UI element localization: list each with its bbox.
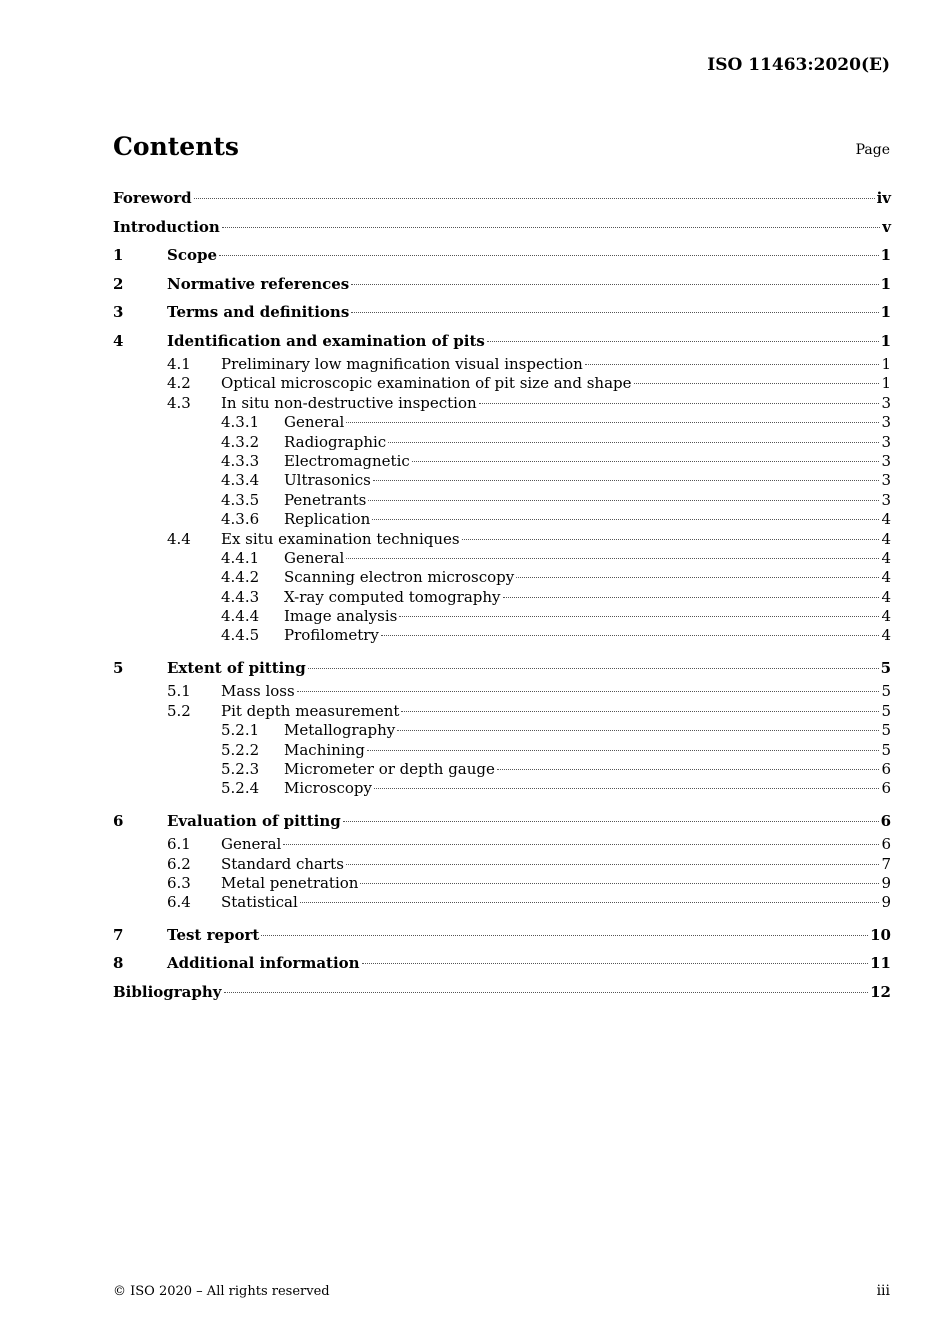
toc-entry-title: Scope — [167, 246, 218, 264]
dot-leader — [585, 364, 880, 365]
toc-entry-title: Ultrasonics — [284, 471, 371, 490]
copyright-notice: © ISO 2020 – All rights reserved — [113, 1284, 330, 1299]
toc-entry[interactable] — [113, 433, 891, 452]
dot-leader — [462, 539, 880, 540]
toc-entry-title: Mass loss — [221, 682, 295, 701]
dot-leader — [479, 403, 880, 404]
toc-entry-title: Image analysis — [284, 607, 398, 626]
toc-entry[interactable] — [113, 213, 891, 242]
toc-entry-title: Ex situ examination techniques — [221, 529, 460, 548]
toc-entry-page: 1 — [880, 303, 891, 321]
toc-entry-page: 12 — [870, 982, 891, 1001]
toc-entry[interactable] — [113, 549, 891, 568]
toc-entry-number: 5 — [113, 658, 124, 677]
toc-entry-page: 6 — [881, 759, 891, 778]
toc-entry-title: Identification and examination of pits — [167, 331, 485, 350]
toc-entry-title: Preliminary low magnification visual inspection — [221, 355, 583, 373]
toc-entry[interactable] — [113, 568, 891, 587]
dot-leader — [346, 422, 879, 423]
toc-entry-title: Terms and definitions — [167, 303, 350, 321]
toc-entry-title: Radiographic — [284, 432, 387, 451]
toc-entry-title: In situ non-destructive inspection — [221, 393, 477, 412]
dot-leader — [297, 691, 880, 692]
toc-entry[interactable] — [113, 588, 891, 607]
toc-entry[interactable] — [113, 779, 891, 798]
toc-entry-title: General — [221, 835, 282, 854]
toc-entry-title: Introduction — [113, 217, 220, 236]
toc-entry-page: 5 — [881, 740, 891, 759]
toc-entry-title: General — [284, 548, 345, 567]
toc-entry-page: 4 — [881, 626, 891, 645]
toc-entry-page: 11 — [870, 954, 891, 973]
dot-leader — [412, 461, 880, 462]
toc-entry[interactable] — [113, 654, 891, 683]
toc-entry-title: Metal penetration — [221, 873, 359, 892]
dot-leader — [381, 635, 880, 636]
table-of-contents — [113, 184, 891, 1006]
toc-entry-number: 5.2.1 — [221, 721, 260, 740]
dot-leader — [397, 730, 879, 731]
dot-leader — [194, 198, 875, 199]
toc-entry[interactable] — [113, 452, 891, 471]
toc-entry-page: iv — [876, 189, 891, 207]
toc-entry[interactable] — [113, 893, 891, 912]
toc-entry-page: 4 — [881, 529, 891, 548]
toc-entry-page: 3 — [881, 432, 891, 451]
dot-leader — [300, 902, 880, 903]
toc-entry-number: 5.1 — [167, 682, 191, 701]
dot-leader — [503, 597, 880, 598]
dot-leader — [388, 442, 879, 443]
toc-entry[interactable] — [113, 270, 891, 299]
dot-leader — [367, 750, 880, 751]
toc-entry-title: Profilometry — [284, 626, 379, 645]
toc-entry-title: Scanning electron microscopy — [284, 568, 515, 587]
toc-entry-title: Electromagnetic — [284, 451, 410, 470]
toc-entry-page: 5 — [881, 682, 891, 701]
toc-entry[interactable] — [113, 807, 891, 836]
dot-leader — [351, 312, 878, 313]
dot-leader — [222, 227, 880, 228]
toc-entry-title: Optical microscopic examination of pit size and shape — [221, 374, 632, 393]
toc-entry-title: Statistical — [221, 893, 298, 912]
dot-leader — [487, 341, 879, 342]
toc-entry-number: 6.2 — [167, 854, 191, 873]
toc-entry-page: 4 — [881, 568, 891, 587]
toc-entry-page: v — [882, 217, 891, 236]
toc-entry-number: 5.2 — [167, 701, 191, 720]
toc-entry[interactable] — [113, 702, 891, 721]
dot-leader — [516, 577, 879, 578]
toc-entry-number: 1 — [113, 246, 124, 264]
toc-entry-number: 4 — [113, 331, 124, 350]
toc-entry-page: 6 — [880, 811, 891, 830]
toc-entry[interactable] — [113, 530, 891, 549]
dot-leader — [362, 963, 869, 964]
toc-entry-title: Machining — [284, 740, 365, 759]
dot-leader — [399, 616, 879, 617]
toc-entry-number: 4.3.4 — [221, 471, 260, 490]
toc-entry-number: 6 — [113, 811, 124, 830]
toc-entry-page: 5 — [881, 721, 891, 740]
dot-leader — [261, 935, 868, 936]
toc-entry-number: 4.3.6 — [221, 510, 260, 529]
toc-entry[interactable] — [113, 374, 891, 393]
toc-entry-page: 4 — [881, 587, 891, 606]
toc-entry-page: 3 — [881, 490, 891, 509]
toc-entry-title: General — [284, 413, 345, 432]
dot-leader — [372, 519, 879, 520]
toc-entry-page: 1 — [880, 274, 891, 293]
toc-entry-page: 3 — [881, 471, 891, 490]
toc-entry-number: 3 — [113, 303, 124, 321]
dot-leader — [346, 864, 880, 865]
toc-entry[interactable] — [113, 626, 891, 645]
toc-entry-page: 6 — [881, 779, 891, 798]
dot-leader — [343, 821, 879, 822]
toc-entry-number: 4.4.5 — [221, 626, 260, 645]
page-title: Contents — [113, 132, 240, 161]
toc-entry-title: Penetrants — [284, 490, 367, 509]
dot-leader — [308, 668, 879, 669]
toc-entry[interactable] — [113, 978, 891, 1007]
dot-leader — [374, 788, 879, 789]
toc-entry-title: X-ray computed tomography — [284, 587, 501, 606]
toc-entry[interactable] — [113, 510, 891, 529]
toc-entry[interactable] — [113, 355, 891, 374]
toc-entry-page: 3 — [881, 451, 891, 470]
page-number: iii — [876, 1283, 890, 1299]
toc-entry-number: 4.4.1 — [221, 548, 260, 567]
toc-entry-title: Replication — [284, 510, 371, 529]
toc-entry[interactable] — [113, 607, 891, 626]
toc-entry[interactable] — [113, 741, 891, 760]
toc-entry[interactable] — [113, 855, 891, 874]
dot-leader — [634, 383, 880, 384]
toc-entry-number: 4.3.5 — [221, 490, 260, 509]
toc-entry-number: 4.2 — [167, 374, 191, 393]
dot-leader — [219, 255, 879, 256]
dot-leader — [224, 992, 869, 993]
dot-leader — [497, 769, 880, 770]
toc-entry-title: Standard charts — [221, 854, 344, 873]
toc-entry[interactable] — [113, 471, 891, 490]
toc-entry-title: Pit depth measurement — [221, 701, 400, 720]
toc-entry-page: 5 — [881, 701, 891, 720]
toc-entry-number: 4.4 — [167, 529, 191, 548]
toc-entry-title: Foreword — [113, 189, 192, 207]
toc-entry[interactable] — [113, 184, 891, 213]
toc-entry-page: 1 — [881, 374, 891, 393]
toc-entry[interactable] — [113, 682, 891, 701]
toc-entry-page: 3 — [881, 393, 891, 412]
toc-entry-title: Normative references — [167, 274, 350, 293]
toc-entry-number: 6.1 — [167, 835, 191, 854]
dot-leader — [401, 711, 879, 712]
toc-entry[interactable] — [113, 413, 891, 432]
toc-entry-number: 5.2.4 — [221, 779, 260, 798]
toc-entry-number: 5.2.2 — [221, 740, 260, 759]
toc-entry-page: 4 — [881, 510, 891, 529]
toc-entry-title: Microscopy — [284, 779, 372, 798]
toc-entry[interactable] — [113, 760, 891, 779]
dot-leader — [346, 558, 879, 559]
toc-entry[interactable] — [113, 241, 891, 270]
document-id: ISO 11463:2020(E) — [707, 55, 890, 75]
page-column-label: Page — [855, 142, 890, 158]
toc-entry-page: 4 — [881, 607, 891, 626]
toc-entry[interactable] — [113, 921, 891, 950]
toc-entry-number: 4.4.2 — [221, 568, 260, 587]
toc-entry-number: 4.3 — [167, 393, 191, 412]
toc-entry-page: 1 — [880, 246, 891, 264]
toc-entry-title: Evaluation of pitting — [167, 811, 341, 830]
toc-entry-number: 6.4 — [167, 893, 191, 912]
toc-entry-page: 9 — [881, 893, 891, 912]
dot-leader — [373, 480, 880, 481]
toc-entry-title: Additional information — [167, 954, 360, 973]
toc-entry-page: 3 — [881, 413, 891, 432]
toc-entry-page: 1 — [881, 355, 891, 373]
toc-entry[interactable] — [113, 949, 891, 978]
toc-entry-title: Test report — [167, 925, 260, 944]
dot-leader — [360, 883, 879, 884]
toc-entry-number: 2 — [113, 274, 124, 293]
toc-entry-title: Extent of pitting — [167, 658, 306, 677]
toc-entry-number: 4.1 — [167, 355, 191, 373]
toc-entry-number: 6.3 — [167, 873, 191, 892]
toc-entry-number: 4.3.3 — [221, 451, 260, 470]
dot-leader — [351, 284, 878, 285]
toc-entry-title: Metallography — [284, 721, 396, 740]
toc-entry[interactable] — [113, 721, 891, 740]
dot-leader — [283, 844, 879, 845]
dot-leader — [368, 500, 879, 501]
toc-entry-number: 4.4.4 — [221, 607, 260, 626]
toc-entry-page: 6 — [881, 835, 891, 854]
toc-entry[interactable] — [113, 327, 891, 356]
toc-entry[interactable] — [113, 394, 891, 413]
toc-entry-number: 7 — [113, 925, 124, 944]
toc-entry-page: 7 — [881, 854, 891, 873]
toc-entry[interactable] — [113, 298, 891, 327]
toc-entry-number: 8 — [113, 954, 124, 973]
toc-entry-title: Bibliography — [113, 982, 222, 1001]
toc-entry-number: 4.3.1 — [221, 413, 260, 432]
toc-entry-page: 1 — [880, 331, 891, 350]
toc-entry-title: Micrometer or depth gauge — [284, 759, 495, 778]
toc-entry-page: 5 — [880, 658, 891, 677]
toc-entry-number: 4.4.3 — [221, 587, 260, 606]
toc-entry[interactable] — [113, 491, 891, 510]
toc-entry-number: 5.2.3 — [221, 759, 260, 778]
toc-entry-page: 10 — [870, 925, 891, 944]
toc-entry[interactable] — [113, 874, 891, 893]
toc-entry-number: 4.3.2 — [221, 432, 260, 451]
toc-entry[interactable] — [113, 835, 891, 854]
toc-entry-page: 9 — [881, 873, 891, 892]
toc-entry-page: 4 — [881, 548, 891, 567]
